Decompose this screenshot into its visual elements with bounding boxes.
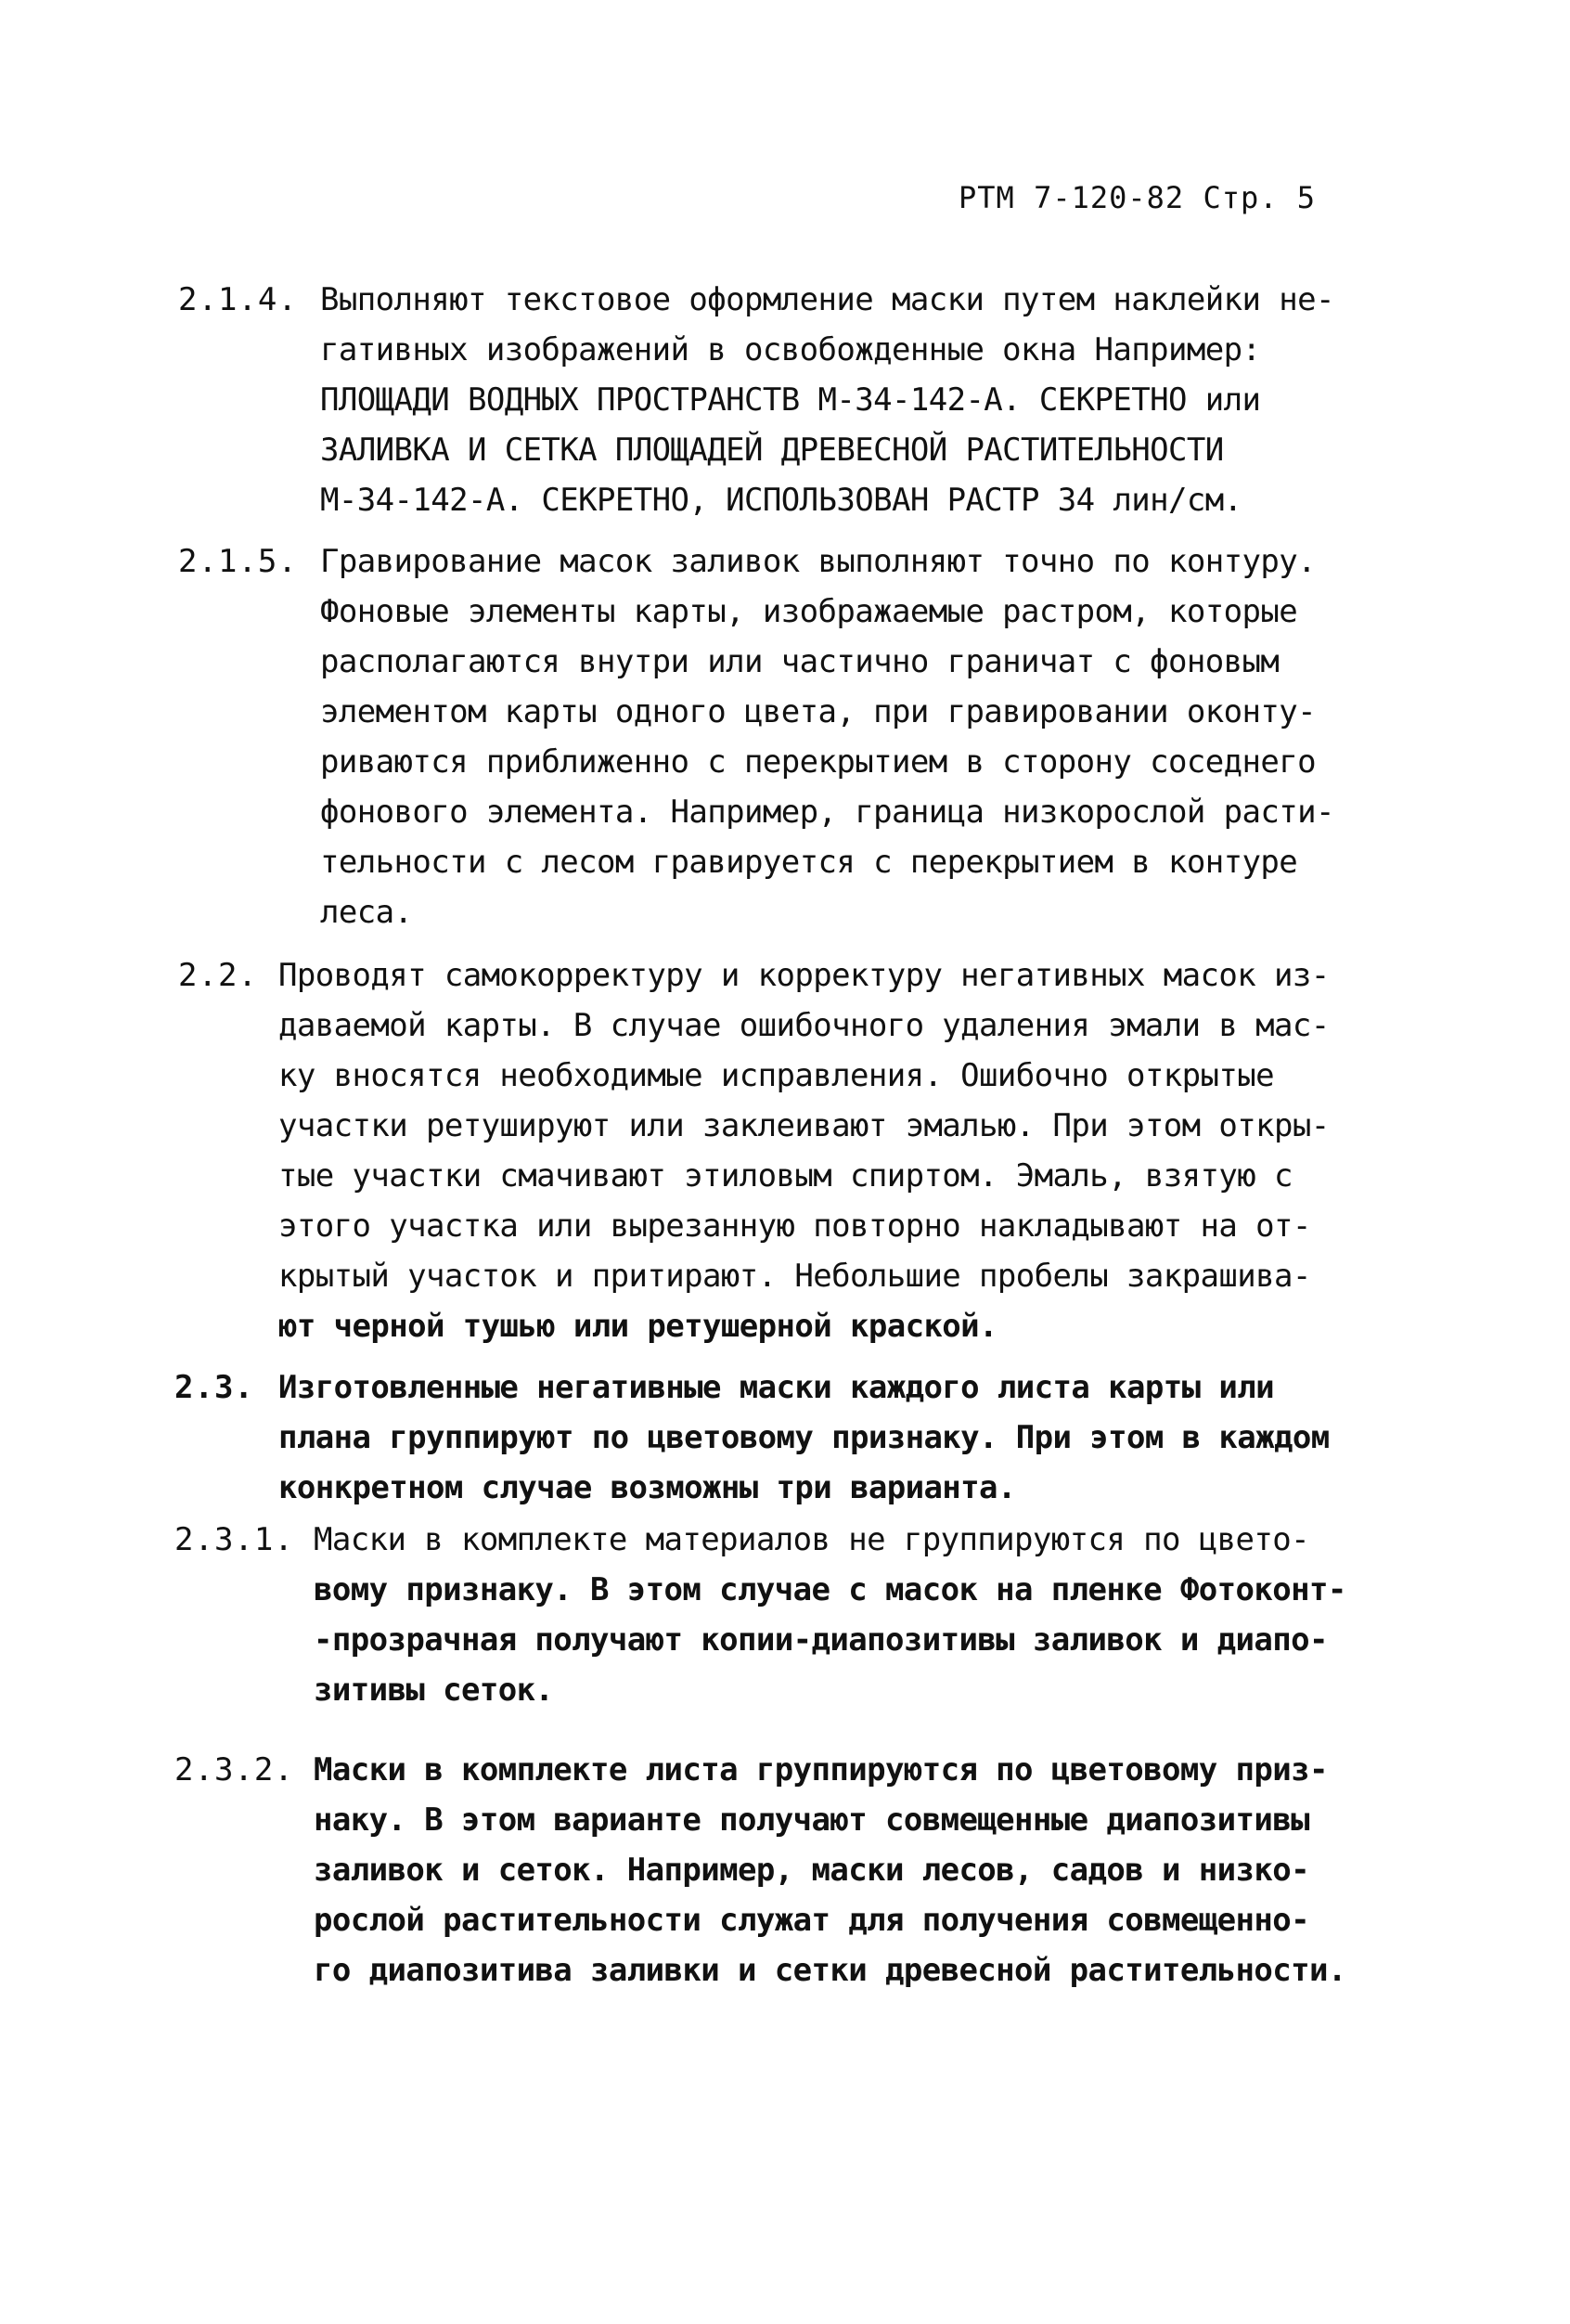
paragraph-text: [314, 1515, 1346, 1715]
text-line: Фоновые элементы карты, изображаемые растром, которые: [320, 593, 1298, 630]
text-line: М-34-142-А. СЕКРЕТНО, ИСПОЛЬЗОВАН РАСТР 34 лин/см.: [320, 482, 1242, 519]
text-line: гативных изображений в освобожденные окна Например:: [320, 331, 1261, 368]
text-line: фонового элемента. Например, граница низкорослой расти-: [320, 794, 1334, 831]
text-line: крытый участок и притирают. Небольшие пробелы закрашива-: [278, 1258, 1311, 1295]
text-line: заливок и сеток. Например, маски лесов, садов и низко-: [314, 1852, 1309, 1889]
text-line: рослой растительности служат для получения совмещенно-: [314, 1902, 1309, 1939]
text-line: этого участка или вырезанную повторно накладывают на от-: [278, 1207, 1311, 1245]
text-line: Выполняют текстовое оформление маски путем наклейки не-: [320, 281, 1334, 318]
text-line: тые участки смачивают этиловым спиртом. Эмаль, взятую с: [278, 1157, 1293, 1194]
text-line: Маски в комплекте материалов не группируются по цвето-: [314, 1521, 1309, 1558]
text-line: вому признаку. В этом случае с масок на пленке Фотоконт-: [314, 1571, 1346, 1608]
paragraph-number: 2.2.: [178, 957, 258, 994]
paragraph-text: [314, 1745, 1346, 1995]
paragraph-text: [278, 950, 1330, 1351]
text-line: ку вносятся необходимые исправления. Ошибочно открытые: [278, 1057, 1274, 1094]
text-line: Проводят самокорректуру и корректуру негативных масок из-: [278, 957, 1330, 994]
paragraph-number: 2.1.4.: [178, 281, 298, 318]
text-line: го диапозитива заливки и сетки древесной растительности.: [314, 1952, 1346, 1989]
paragraph-number: 2.3.2.: [174, 1751, 294, 1788]
text-line: конкретном случае возможны три варианта.: [278, 1469, 1016, 1506]
text-line: ют черной тушью или ретушерной краской.: [278, 1308, 997, 1345]
text-line: тельности с лесом гравируется с перекрытием в контуре: [320, 844, 1298, 881]
paragraph-text: [278, 1362, 1330, 1513]
text-line: -прозрачная получают копии-диапозитивы заливок и диапо-: [314, 1621, 1328, 1659]
text-line: ЗАЛИВКА И СЕТКА ПЛОЩАДЕЙ ДРЕВЕСНОЙ РАСТИТЕЛЬНОСТИ: [320, 432, 1224, 469]
text-line: Гравирование масок заливок выполняют точно по контуру.: [320, 543, 1316, 580]
text-line: располагаются внутри или частично граничат с фоновым: [320, 643, 1280, 680]
text-line: участки ретушируют или заклеивают эмалью. При этом откры-: [278, 1107, 1330, 1144]
text-line: Изготовленные негативные маски каждого листа карты или: [278, 1369, 1274, 1406]
text-line: риваются приближенно с перекрытием в сторону соседнего: [320, 743, 1316, 781]
text-line: даваемой карты. В случае ошибочного удаления эмали в мас-: [278, 1007, 1330, 1044]
text-line: ПЛОЩАДИ ВОДНЫХ ПРОСТРАНСТВ М-34-142-А. СЕКРЕТНО или: [320, 381, 1261, 419]
paragraph-number: 2.3.1.: [174, 1521, 294, 1558]
paragraph-number: 2.3.: [174, 1369, 254, 1406]
page-header: РТМ 7-120-82 Стр. 5: [959, 180, 1317, 215]
paragraph-text: [320, 536, 1334, 937]
text-line: Маски в комплекте листа группируются по цветовому приз-: [314, 1751, 1328, 1788]
text-line: зитивы сеток.: [314, 1672, 554, 1709]
paragraph-number: 2.1.5.: [178, 543, 298, 580]
text-line: леса.: [320, 894, 413, 931]
paragraph-text: [320, 275, 1334, 525]
text-line: плана группируют по цветовому признаку. При этом в каждом: [278, 1419, 1330, 1456]
text-line: элементом карты одного цвета, при гравировании оконту-: [320, 693, 1316, 730]
text-line: наку. В этом варианте получают совмещенные диапозитивы: [314, 1801, 1309, 1839]
